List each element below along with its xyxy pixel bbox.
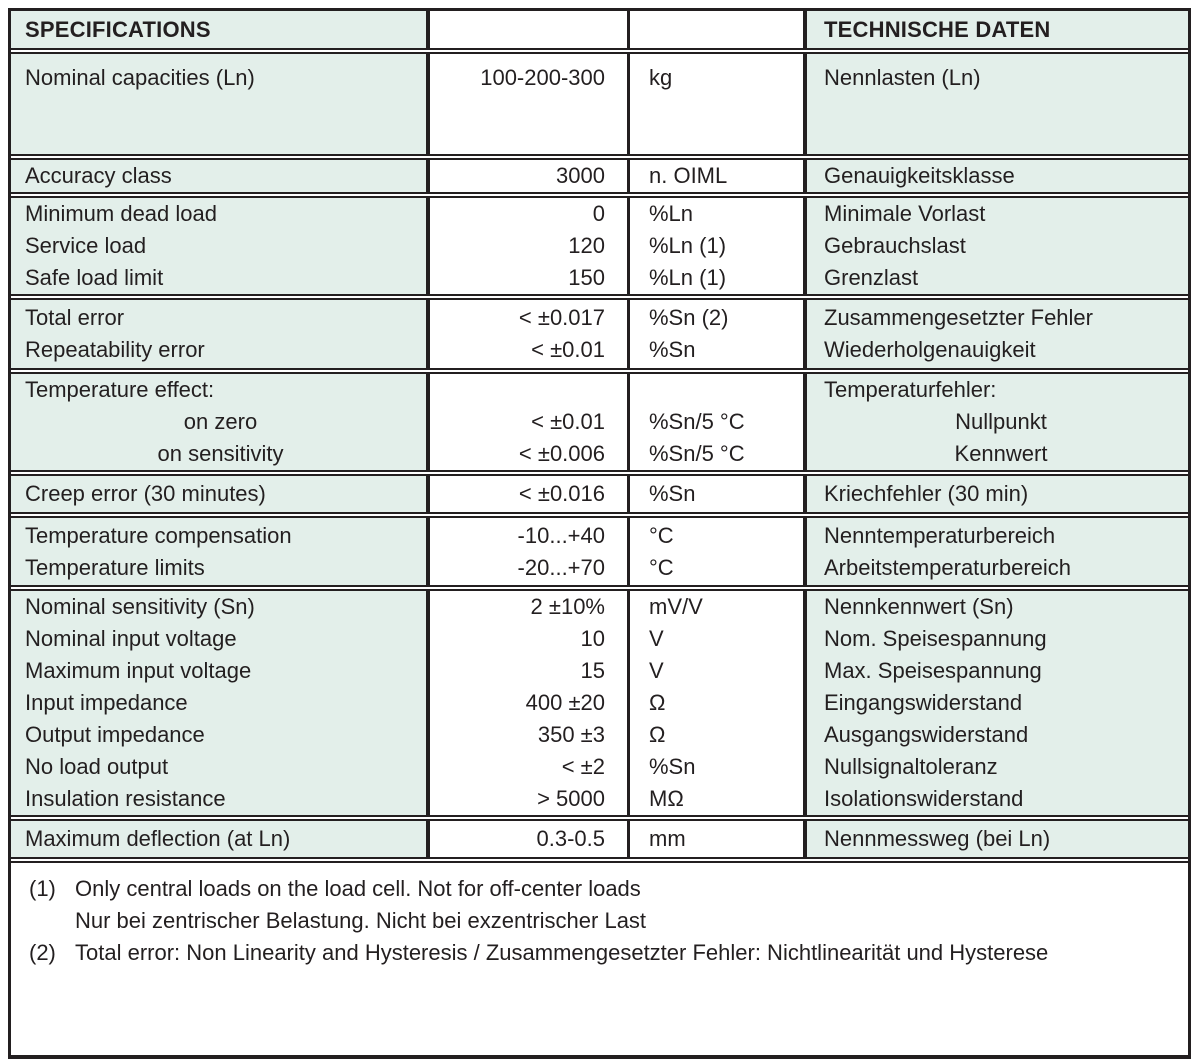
spec-name-de: Minimale Vorlast xyxy=(824,201,986,226)
value-cell xyxy=(430,300,630,368)
german-name-cell xyxy=(807,374,1188,470)
footnote-line xyxy=(29,873,1188,905)
unit-cell xyxy=(630,300,807,368)
spec-subname: on sensitivity xyxy=(157,441,284,466)
spec-name-de: Genauigkeitsklasse xyxy=(824,163,1015,188)
spec-name-de: Nom. Speisespannung xyxy=(824,626,1047,651)
spec-unit: %Sn (2) xyxy=(649,305,729,330)
value-cell xyxy=(430,476,630,512)
spec-value: 10 xyxy=(580,626,605,651)
row-group-deflection xyxy=(11,815,1188,857)
spec-value: 0.3-0.5 xyxy=(536,826,605,851)
header-specifications-cell xyxy=(11,11,430,48)
spec-name-de: Zusammengesetzter Fehler xyxy=(824,305,1093,330)
spec-unit: %Ln xyxy=(649,201,694,226)
german-name-cell xyxy=(807,160,1188,192)
spec-value: < ±0.016 xyxy=(518,481,605,506)
spec-name: Service load xyxy=(25,233,147,258)
spec-name: No load output xyxy=(25,754,169,779)
spec-name-cell xyxy=(11,160,430,192)
spec-name-de: Temperaturfehler: xyxy=(824,377,997,402)
row-group-accuracy-class xyxy=(11,154,1188,192)
spec-value: < ±2 xyxy=(561,754,605,779)
unit-cell xyxy=(630,54,807,154)
german-name-cell xyxy=(807,300,1188,368)
german-name-cell xyxy=(807,518,1188,585)
spec-unit: V xyxy=(649,626,664,651)
spec-value: 100-200-300 xyxy=(480,65,605,90)
spec-name-de: Gebrauchslast xyxy=(824,233,966,258)
row-group-errors xyxy=(11,294,1188,368)
spec-name-de: Ausgangswiderstand xyxy=(824,722,1029,747)
german-name-cell xyxy=(807,821,1188,857)
footnote-line xyxy=(29,905,1188,937)
footnote-text: Nur bei zentrischer Belastung. Nicht bei exzentrischer Last xyxy=(75,908,647,933)
spec-name: Output impedance xyxy=(25,722,205,747)
spec-name-cell xyxy=(11,476,430,512)
spec-name-de: Eingangswiderstand xyxy=(824,690,1023,715)
row-group-temperature-effect xyxy=(11,368,1188,470)
spec-value: < ±0.006 xyxy=(518,441,605,466)
unit-cell xyxy=(630,821,807,857)
unit-cell xyxy=(630,374,807,470)
unit-cell xyxy=(630,160,807,192)
row-group-load-limits xyxy=(11,192,1188,294)
row-group-temperature-range xyxy=(11,512,1188,585)
spec-name: Safe load limit xyxy=(25,265,164,290)
spec-unit: %Sn xyxy=(649,337,696,362)
spec-name-cell xyxy=(11,374,430,470)
row-group-electrical xyxy=(11,585,1188,815)
spec-name: Temperature compensation xyxy=(25,522,292,548)
german-name-cell xyxy=(807,591,1188,815)
spec-name-cell xyxy=(11,54,430,154)
spec-unit: Ω xyxy=(649,690,666,715)
header-technische-daten-cell xyxy=(807,11,1188,48)
spec-name-de: Max. Speisespannung xyxy=(824,658,1042,683)
spec-name: Total error xyxy=(25,305,125,330)
spec-unit: n. OIML xyxy=(649,163,728,188)
spec-value: 150 xyxy=(568,265,605,290)
spec-unit: V xyxy=(649,658,664,683)
spec-unit: %Ln (1) xyxy=(649,233,727,258)
unit-cell xyxy=(630,198,807,294)
spec-name-cell xyxy=(11,300,430,368)
unit-cell xyxy=(630,476,807,512)
spec-name-de: Grenzlast xyxy=(824,265,919,290)
header-unit-cell xyxy=(630,11,807,48)
value-cell xyxy=(430,198,630,294)
spec-unit: %Sn/5 °C xyxy=(649,441,745,466)
spec-name: Maximum input voltage xyxy=(25,658,252,683)
german-name-cell xyxy=(807,476,1188,512)
spec-name: Temperature effect: xyxy=(25,377,215,402)
spec-unit: °C xyxy=(649,554,674,580)
row-group-nominal-capacities xyxy=(11,48,1188,154)
spec-name: Input impedance xyxy=(25,690,188,715)
spec-name-de: Nullsignaltoleranz xyxy=(824,754,998,779)
spec-name-cell xyxy=(11,591,430,815)
spec-unit: kg xyxy=(649,65,673,90)
footnote-marker: (1) xyxy=(29,876,56,901)
spec-name: Nominal input voltage xyxy=(25,626,237,651)
spec-name: Repeatability error xyxy=(25,337,205,362)
spec-value: < ±0.017 xyxy=(518,305,605,330)
spec-name: Nominal capacities (Ln) xyxy=(25,65,255,90)
spec-name-cell xyxy=(11,198,430,294)
spec-unit: %Sn xyxy=(649,481,696,506)
spec-value: -20...+70 xyxy=(517,554,605,580)
spec-value: 2 ±10% xyxy=(530,594,605,619)
spec-name: Accuracy class xyxy=(25,163,172,188)
spec-name-de: Kriechfehler (30 min) xyxy=(824,481,1029,506)
unit-cell xyxy=(630,518,807,585)
value-cell xyxy=(430,821,630,857)
spec-name-de: Nennlasten (Ln) xyxy=(824,65,981,90)
german-name-cell xyxy=(807,54,1188,154)
value-cell xyxy=(430,591,630,815)
footnote-line xyxy=(29,937,1188,969)
specifications-table xyxy=(8,8,1191,1059)
spec-value: 120 xyxy=(568,233,605,258)
value-cell xyxy=(430,54,630,154)
spec-unit: Ω xyxy=(649,722,666,747)
unit-cell xyxy=(630,591,807,815)
spec-name-cell xyxy=(11,821,430,857)
spec-name: Minimum dead load xyxy=(25,201,217,226)
spec-name: Temperature limits xyxy=(25,554,205,580)
spec-value: 3000 xyxy=(556,163,605,188)
spec-value: < ±0.01 xyxy=(531,337,605,362)
header-value-cell xyxy=(430,11,630,48)
row-group-creep-error xyxy=(11,470,1188,512)
spec-subname: on zero xyxy=(183,409,258,434)
spec-name: Creep error (30 minutes) xyxy=(25,481,266,506)
spec-name: Nominal sensitivity (Sn) xyxy=(25,594,255,619)
spec-value: > 5000 xyxy=(537,786,605,811)
spec-value: 350 ±3 xyxy=(537,722,605,747)
table-header-row xyxy=(11,11,1188,48)
spec-value: 400 ±20 xyxy=(525,690,605,715)
spec-name-de: Nennkennwert (Sn) xyxy=(824,594,1014,619)
footnote-marker xyxy=(29,905,75,937)
spec-name-de: Nennmessweg (bei Ln) xyxy=(824,826,1051,851)
spec-value: 15 xyxy=(580,658,605,683)
spec-unit: mm xyxy=(649,826,686,851)
header-specifications-label: SPECIFICATIONS xyxy=(25,16,211,42)
spec-name-de: Arbeitstemperaturbereich xyxy=(824,554,1072,580)
spec-unit: %Ln (1) xyxy=(649,265,727,290)
footnotes-section xyxy=(11,857,1188,1055)
footnote-text: Only central loads on the load cell. Not for off-center loads xyxy=(75,876,641,901)
spec-name-de: Isolationswiderstand xyxy=(824,786,1024,811)
spec-value: -10...+40 xyxy=(517,522,605,548)
value-cell xyxy=(430,518,630,585)
footnote-text: Total error: Non Linearity and Hysteresis / Zusammengesetzter Fehler: Nichtlinearität und Hysterese xyxy=(75,940,1049,965)
value-cell xyxy=(430,160,630,192)
german-name-cell xyxy=(807,198,1188,294)
spec-value xyxy=(430,374,605,406)
spec-unit: °C xyxy=(649,522,674,548)
value-cell xyxy=(430,374,630,470)
spec-unit: MΩ xyxy=(649,786,684,811)
footnote-marker: (2) xyxy=(29,940,56,965)
spec-name-de: Wiederholgenauigkeit xyxy=(824,337,1036,362)
header-technische-daten-label: TECHNISCHE DATEN xyxy=(824,16,1051,42)
spec-unit: mV/V xyxy=(649,594,703,619)
spec-subname-de: Nullpunkt xyxy=(955,409,1047,434)
spec-name-cell xyxy=(11,518,430,585)
spec-subname-de: Kennwert xyxy=(954,441,1048,466)
spec-value: < ±0.01 xyxy=(531,409,605,434)
spec-name: Insulation resistance xyxy=(25,786,226,811)
spec-unit: %Sn xyxy=(649,754,696,779)
spec-value: 0 xyxy=(592,201,605,226)
spec-name-de: Nenntemperaturbereich xyxy=(824,522,1056,548)
spec-name: Maximum deflection (at Ln) xyxy=(25,826,291,851)
spec-unit: %Sn/5 °C xyxy=(649,409,745,434)
spec-unit xyxy=(649,374,803,406)
